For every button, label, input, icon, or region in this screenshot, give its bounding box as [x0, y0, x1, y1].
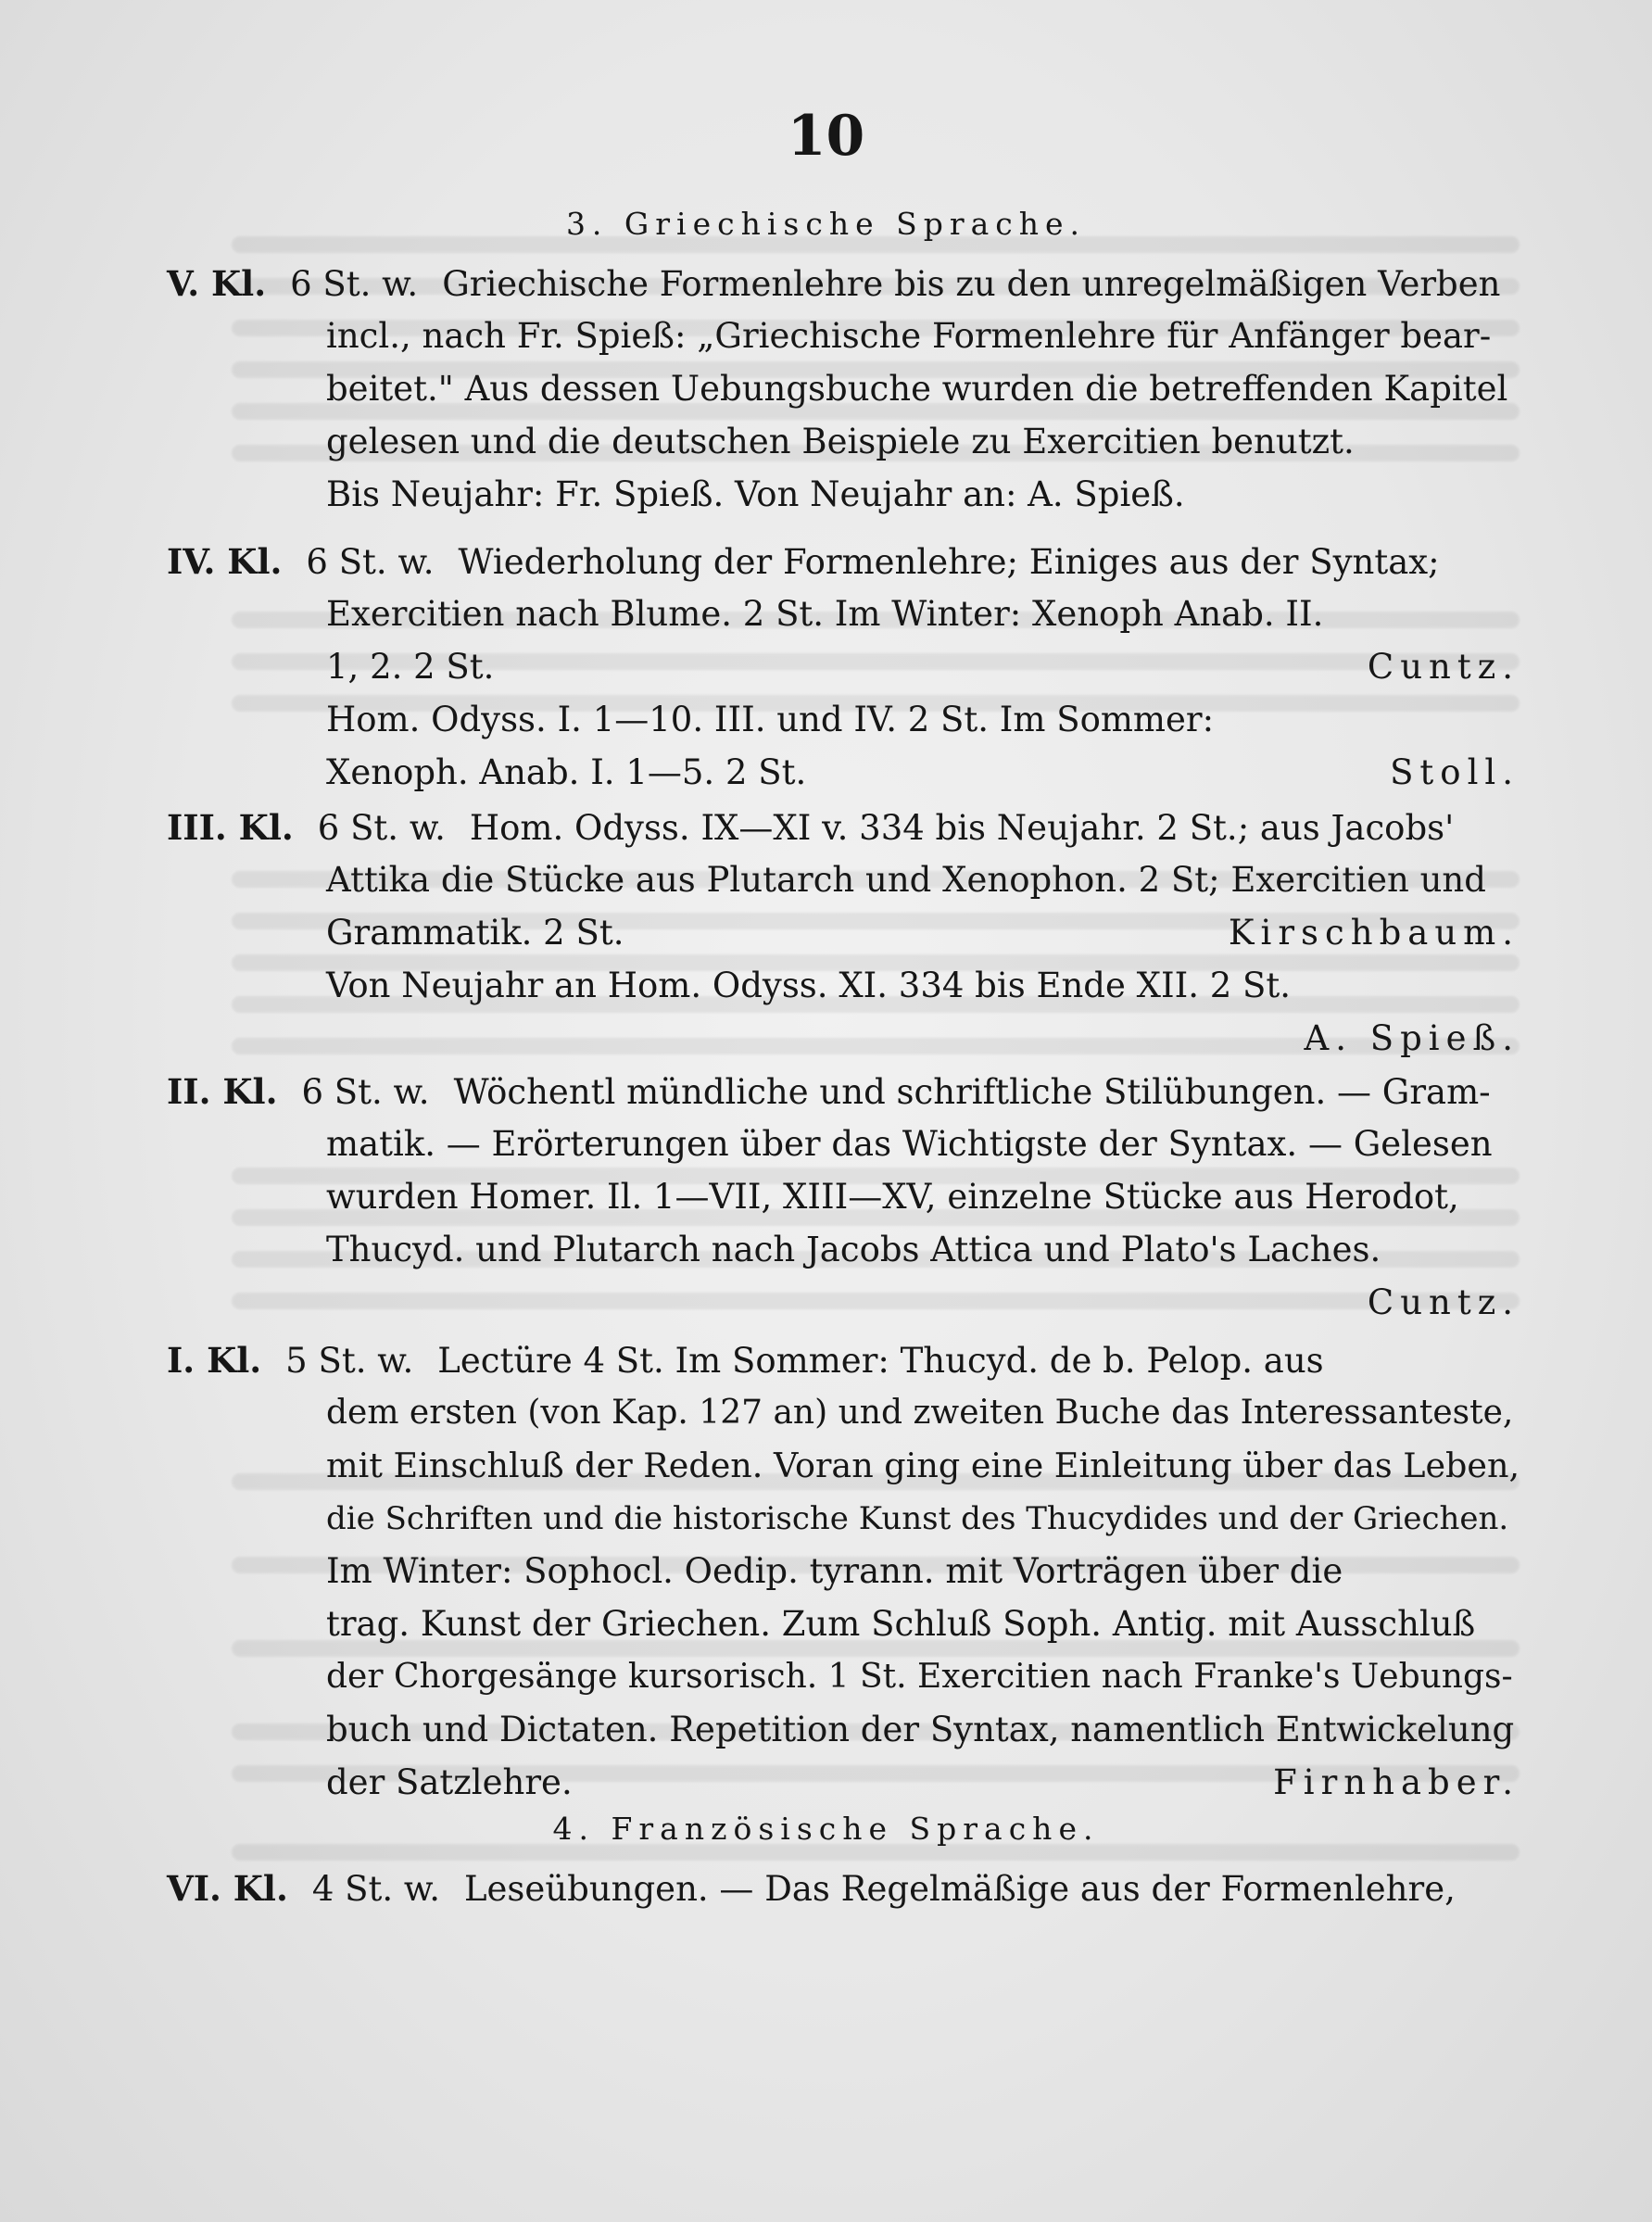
text-line — [167, 1334, 1520, 1386]
line-text: Lectüre 4 St. Im Sommer: Thucyd. de b. Pelop. aus — [437, 1341, 1324, 1381]
line-text: Bis Neujahr: Fr. Spieß. Von Neujahr an: A. Spieß. — [326, 474, 1185, 514]
class-label: V. Kl. — [167, 263, 267, 304]
text-line — [326, 1757, 1520, 1809]
text-line — [326, 1598, 1520, 1650]
line-text: dem ersten (von Kap. 127 an) und zweiten Buche das Interessanteste, — [326, 1394, 1514, 1432]
teacher-signature: Stoll. — [1390, 752, 1520, 792]
line-text: Hom. Odyss. I. 1—10. III. und IV. 2 St. Im Sommer: — [326, 700, 1215, 739]
line-text: buch und Dictaten. Repetition der Syntax, namentlich Entwickelung — [326, 1710, 1515, 1749]
text-line — [326, 694, 1520, 746]
line-text: incl., nach Fr. Spieß: „Griechische Formenlehre für Anfänger bear- — [326, 316, 1492, 356]
teacher-signature: Cuntz. — [1367, 647, 1520, 687]
section-heading-greek: 3. Griechische Sprache. — [565, 206, 1087, 242]
line-text: Leseübungen. — Das Regelmäßige aus der Formenlehre, — [463, 1869, 1456, 1909]
text-line — [326, 1651, 1520, 1703]
line-text: beitet." Aus dessen Uebungsbuche wurden die betreffenden Kapitel — [326, 369, 1508, 409]
teacher-signature: Kirschbaum. — [1228, 913, 1520, 953]
hours-label: 5 St. w. — [285, 1341, 414, 1381]
text-line — [326, 1546, 1520, 1597]
class-label: III. Kl. — [167, 807, 294, 848]
text-line — [326, 363, 1520, 415]
text-line — [326, 1277, 1520, 1329]
line-text: 1, 2. 2 St. — [326, 647, 495, 687]
text-line — [326, 1013, 1520, 1065]
text-line — [326, 1440, 1520, 1492]
hours-label: 6 St. w. — [306, 542, 435, 582]
text-line — [167, 802, 1520, 853]
line-text: der Chorgesänge kursorisch. 1 St. Exercitien nach Franke's Uebungs- — [326, 1658, 1513, 1696]
hours-label: 4 St. w. — [311, 1869, 440, 1909]
line-text: Griechische Formenlehre bis zu den unregelmäßigen Verben — [442, 264, 1501, 304]
text-line — [167, 1066, 1520, 1117]
section-heading-french: 4. Französische Sprache. — [552, 1811, 1100, 1847]
line-text: Hom. Odyss. IX—XI v. 334 bis Neujahr. 2 St.; aus Jacobs' — [469, 808, 1455, 848]
line-text: matik. — Erörterungen über das Wichtigste der Syntax. — Gelesen — [326, 1124, 1493, 1164]
line-text: der Satzlehre. — [326, 1762, 573, 1802]
teacher-signature: A. Spieß. — [1304, 1018, 1520, 1058]
text-line — [326, 1387, 1520, 1439]
text-line — [326, 641, 1520, 693]
line-text: Thucyd. und Plutarch nach Jacobs Attica und Plato's Laches. — [326, 1230, 1381, 1269]
page-number: 10 — [787, 104, 865, 169]
line-text: Wiederholung der Formenlehre; Einiges aus der Syntax; — [458, 542, 1440, 582]
text-line — [326, 1493, 1520, 1545]
line-text: wurden Homer. Il. 1—VII, XIII—XV, einzelne Stücke aus Herodot, — [326, 1177, 1459, 1217]
class-label: VI. Kl. — [167, 1868, 288, 1909]
line-text: Wöchentl mündliche und schriftliche Stilübungen. — Gram- — [453, 1072, 1491, 1112]
text-line — [326, 588, 1520, 640]
class-label: I. Kl. — [167, 1340, 262, 1381]
line-text: die Schriften und die historische Kunst des Thucydides und der Griechen. — [326, 1500, 1509, 1537]
text-line — [326, 1171, 1520, 1223]
line-text: Xenoph. Anab. I. 1—5. 2 St. — [326, 752, 807, 792]
line-text: Von Neujahr an Hom. Odyss. XI. 334 bis Ende XII. 2 St. — [326, 966, 1292, 1005]
text-line — [167, 536, 1520, 587]
text-line — [326, 747, 1520, 799]
line-text: Grammatik. 2 St. — [326, 913, 624, 953]
text-line — [167, 258, 1520, 309]
hours-label: 6 St. w. — [290, 264, 419, 304]
text-line — [326, 1118, 1520, 1170]
teacher-signature: Firnhaber. — [1273, 1762, 1520, 1802]
teacher-signature: Cuntz. — [1367, 1282, 1520, 1322]
text-line — [326, 960, 1520, 1012]
text-line — [326, 310, 1520, 362]
line-text: trag. Kunst der Griechen. Zum Schluß Soph. Antig. mit Ausschluß — [326, 1604, 1476, 1644]
line-text: mit Einschluß der Reden. Voran ging eine Einleitung über das Leben, — [326, 1446, 1520, 1485]
text-line — [326, 854, 1520, 906]
line-text: Exercitien nach Blume. 2 St. Im Winter: Xenoph Anab. II. — [326, 594, 1324, 634]
hours-label: 6 St. w. — [301, 1072, 430, 1112]
text-line — [326, 1704, 1520, 1756]
line-text: Attika die Stücke aus Plutarch und Xenophon. 2 St; Exercitien und — [326, 860, 1486, 900]
text-line — [326, 907, 1520, 959]
hours-label: 6 St. w. — [317, 808, 446, 848]
text-line — [167, 1862, 1520, 1914]
line-text: gelesen und die deutschen Beispiele zu Exercitien benutzt. — [326, 422, 1355, 461]
class-label: IV. Kl. — [167, 541, 283, 582]
text-line — [326, 1224, 1520, 1276]
text-line — [326, 469, 1520, 521]
text-line — [326, 416, 1520, 468]
class-label: II. Kl. — [167, 1071, 278, 1112]
line-text: Im Winter: Sophocl. Oedip. tyrann. mit Vorträgen über die — [326, 1551, 1343, 1591]
